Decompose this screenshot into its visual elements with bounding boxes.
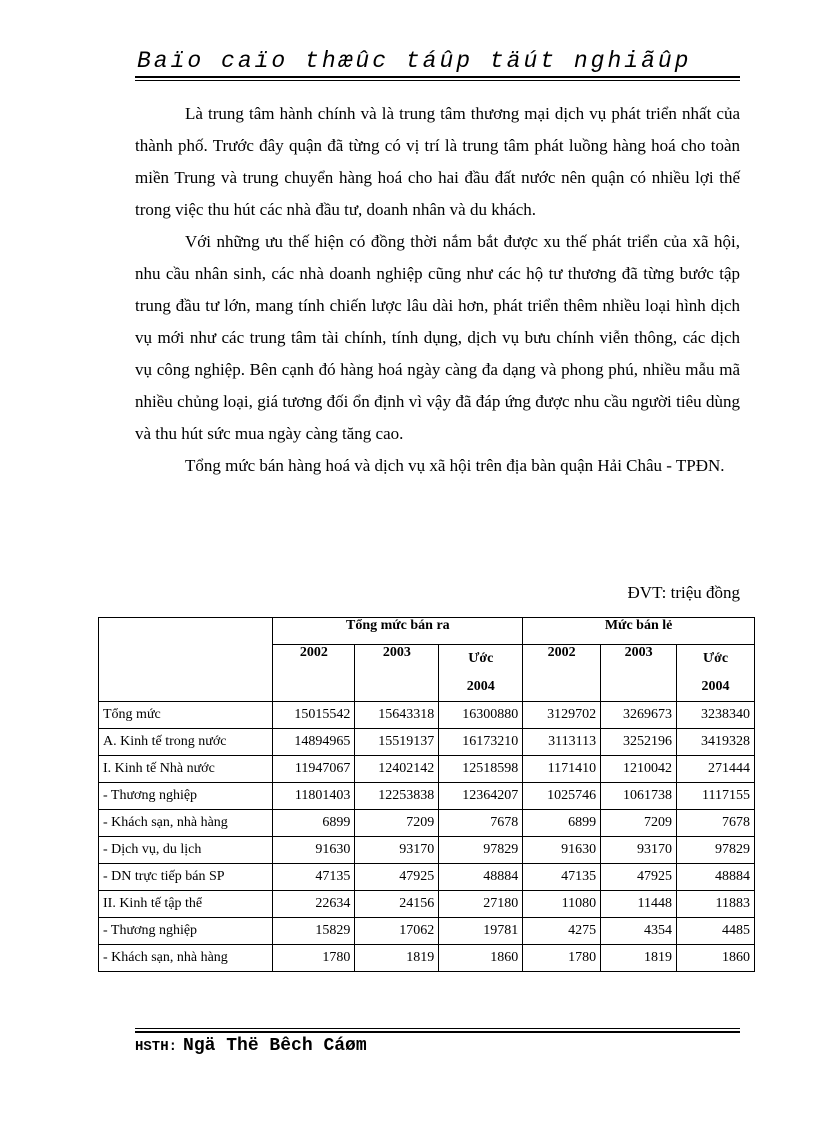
value-cell: 19781 xyxy=(439,918,523,945)
footer-rule xyxy=(135,1031,740,1033)
value-cell: 15015542 xyxy=(273,702,355,729)
paragraph: Là trung tâm hành chính và là trung tâm thương mại dịch vụ phát triển nhất của thành phố. Trước đây quận đã từng có vị trí là trung tâm phát luồng hàng hoá cho toàn miền Trung và trung chuyển hàng hoá cho hai đầu đất nước nên quận có nhiều lợi thế trong việc thu hút các nhà đầu tư, doanh nhân và du khách. xyxy=(135,104,740,219)
estimate-word: Ước xyxy=(468,651,494,666)
value-cell: 1210042 xyxy=(601,756,677,783)
value-cell: 12518598 xyxy=(439,756,523,783)
value-cell: 48884 xyxy=(439,864,523,891)
row-label: A. Kinh tế trong nước xyxy=(99,729,273,756)
estimate-year: 2004 xyxy=(701,679,730,694)
value-cell: 7209 xyxy=(355,810,439,837)
value-cell: 47135 xyxy=(273,864,355,891)
value-cell: 6899 xyxy=(523,810,601,837)
table-header-row xyxy=(99,618,755,645)
footer-name: Ngä Thë Bêch Cáøm xyxy=(183,1036,367,1056)
year-header: 2002 xyxy=(523,645,601,702)
value-cell: 17062 xyxy=(355,918,439,945)
sales-table xyxy=(98,617,755,972)
estimate-year: 2004 xyxy=(466,679,495,694)
table-row xyxy=(99,810,755,837)
value-cell: 16173210 xyxy=(439,729,523,756)
table-row xyxy=(99,702,755,729)
paragraph: Với những ưu thế hiện có đồng thời nắm bắt được xu thế phát triển của xã hội, nhu cầu nhân sinh, các nhà doanh nghiệp cũng như các hộ tư thương đã từng bước tập trung đầu tư lớn, mang tính chiến lược lâu dài hơn, phát triển thêm nhiều loại hình dịch vụ mới như các trung tâm tài chính, tính dụng, dịch vụ bưu chính viễn thông, các dịch vụ công nghiệp. Bên cạnh đó hàng hoá ngày càng đa dạng và phong phú, nhiều mẫu mã nhiều chủng loại, giá tương đối ổn định vì vậy đã đáp ứng được nhu cầu người tiêu dùng và thu hút sức mua ngày càng tăng cao. xyxy=(135,232,740,443)
value-cell: 47925 xyxy=(355,864,439,891)
value-cell: 11801403 xyxy=(273,783,355,810)
value-cell: 47135 xyxy=(523,864,601,891)
value-cell: 7209 xyxy=(601,810,677,837)
value-cell: 93170 xyxy=(355,837,439,864)
value-cell: 1819 xyxy=(355,945,439,972)
value-cell: 1061738 xyxy=(601,783,677,810)
value-cell: 91630 xyxy=(523,837,601,864)
value-cell: 1780 xyxy=(523,945,601,972)
table-row xyxy=(99,783,755,810)
estimate-word: Ước xyxy=(702,651,729,666)
estimate-header xyxy=(439,645,523,702)
table-row xyxy=(99,945,755,972)
value-cell: 4275 xyxy=(523,918,601,945)
group-header-retail: Mức bán lẻ xyxy=(523,618,755,645)
table-row xyxy=(99,918,755,945)
value-cell: 1780 xyxy=(273,945,355,972)
value-cell: 3113113 xyxy=(523,729,601,756)
header-title: Baïo caïo thæûc táûp täút nghiãûp xyxy=(137,48,692,74)
year-header: 2003 xyxy=(601,645,677,702)
value-cell: 48884 xyxy=(677,864,755,891)
footer-label: HSTH: xyxy=(135,1039,178,1055)
row-label: - Dịch vụ, du lịch xyxy=(99,837,273,864)
value-cell: 12364207 xyxy=(439,783,523,810)
footer-author xyxy=(135,1036,367,1056)
value-cell: 3252196 xyxy=(601,729,677,756)
value-cell: 1117155 xyxy=(677,783,755,810)
value-cell: 1819 xyxy=(601,945,677,972)
value-cell: 47925 xyxy=(601,864,677,891)
value-cell: 4354 xyxy=(601,918,677,945)
value-cell: 15519137 xyxy=(355,729,439,756)
row-label: II. Kinh tế tập thể xyxy=(99,891,273,918)
value-cell: 1860 xyxy=(439,945,523,972)
body-text xyxy=(135,98,740,482)
value-cell: 97829 xyxy=(439,837,523,864)
value-cell: 22634 xyxy=(273,891,355,918)
value-cell: 7678 xyxy=(677,810,755,837)
table-row xyxy=(99,729,755,756)
paragraph: Tổng mức bán hàng hoá và dịch vụ xã hội trên địa bàn quận Hải Châu - TPĐN. xyxy=(185,456,725,475)
value-cell: 3419328 xyxy=(677,729,755,756)
value-cell: 11080 xyxy=(523,891,601,918)
year-header: 2002 xyxy=(273,645,355,702)
value-cell: 24156 xyxy=(355,891,439,918)
row-label: - Khách sạn, nhà hàng xyxy=(99,810,273,837)
unit-label: ĐVT: triệu đồng xyxy=(627,583,740,602)
value-cell: 12402142 xyxy=(355,756,439,783)
table-row xyxy=(99,756,755,783)
value-cell: 1025746 xyxy=(523,783,601,810)
value-cell: 15829 xyxy=(273,918,355,945)
value-cell: 271444 xyxy=(677,756,755,783)
value-cell: 11448 xyxy=(601,891,677,918)
table-row xyxy=(99,837,755,864)
header-rule xyxy=(135,76,740,78)
row-label: Tổng mức xyxy=(99,702,273,729)
value-cell: 3238340 xyxy=(677,702,755,729)
row-label: - Thương nghiệp xyxy=(99,918,273,945)
value-cell: 1171410 xyxy=(523,756,601,783)
value-cell: 3129702 xyxy=(523,702,601,729)
value-cell: 11883 xyxy=(677,891,755,918)
value-cell: 6899 xyxy=(273,810,355,837)
value-cell: 12253838 xyxy=(355,783,439,810)
value-cell: 4485 xyxy=(677,918,755,945)
value-cell: 14894965 xyxy=(273,729,355,756)
table-body xyxy=(99,702,755,972)
value-cell: 1860 xyxy=(677,945,755,972)
group-header-total: Tổng mức bán ra xyxy=(273,618,523,645)
footer-rule-thin xyxy=(135,1028,740,1029)
table-row xyxy=(99,864,755,891)
table-row xyxy=(99,891,755,918)
empty-corner-cell xyxy=(99,618,273,702)
value-cell: 3269673 xyxy=(601,702,677,729)
row-label: - Thương nghiệp xyxy=(99,783,273,810)
year-header: 2003 xyxy=(355,645,439,702)
value-cell: 11947067 xyxy=(273,756,355,783)
value-cell: 16300880 xyxy=(439,702,523,729)
value-cell: 93170 xyxy=(601,837,677,864)
value-cell: 91630 xyxy=(273,837,355,864)
value-cell: 27180 xyxy=(439,891,523,918)
header-rule-thin xyxy=(135,80,740,81)
row-label: - Khách sạn, nhà hàng xyxy=(99,945,273,972)
estimate-header xyxy=(677,645,755,702)
value-cell: 7678 xyxy=(439,810,523,837)
value-cell: 97829 xyxy=(677,837,755,864)
value-cell: 15643318 xyxy=(355,702,439,729)
row-label: I. Kinh tế Nhà nước xyxy=(99,756,273,783)
row-label: - DN trực tiếp bán SP xyxy=(99,864,273,891)
